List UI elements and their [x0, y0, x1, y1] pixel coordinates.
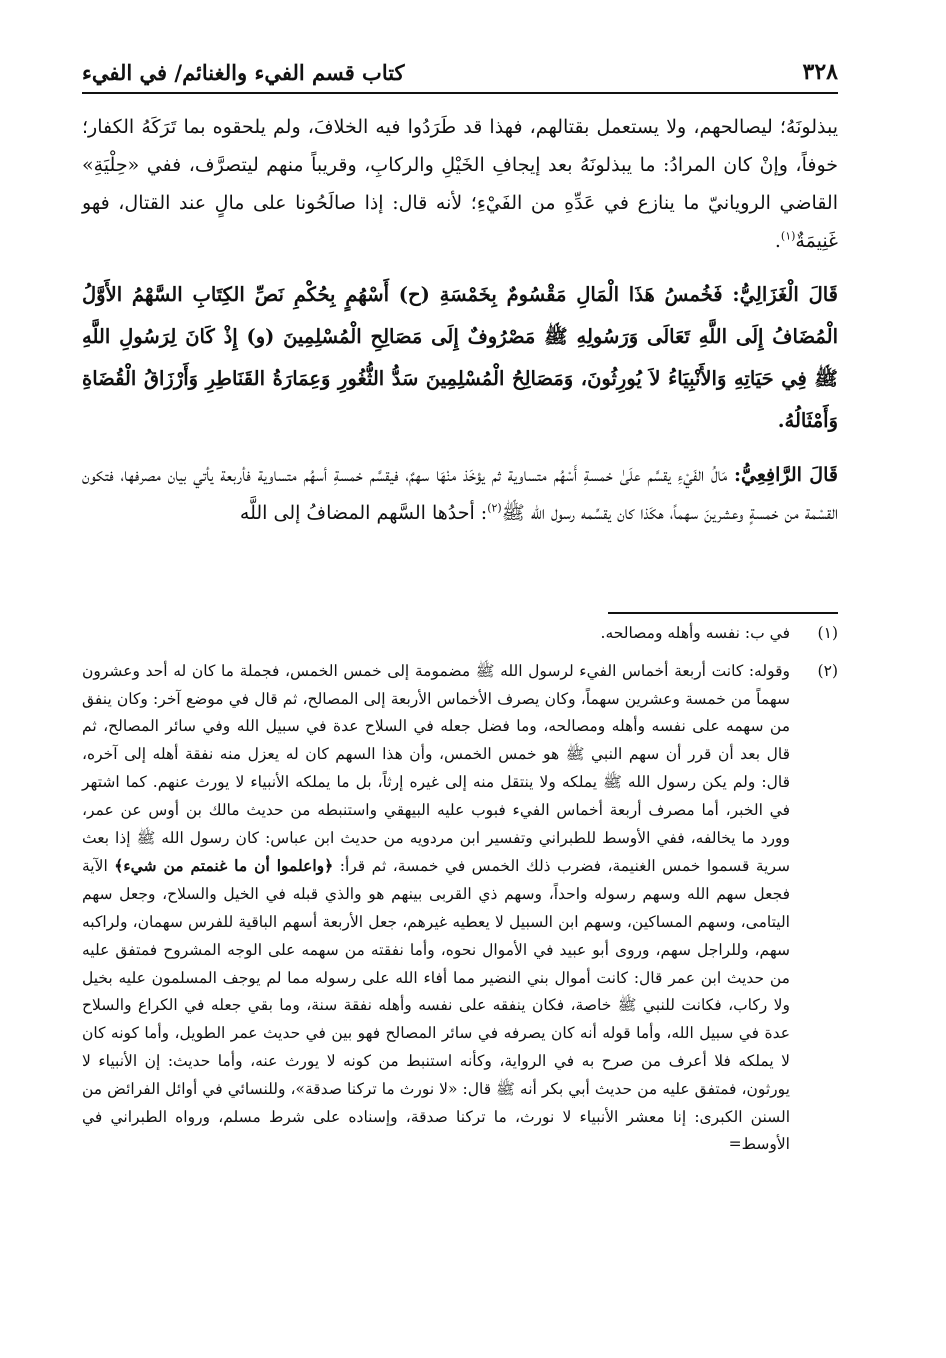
paragraph-1: يبذلونَهُ؛ ليصالحهم، ولا يستعمل بقتالهم، فهذا قد طَرَدُوا فيه الخلافَ، ولم يلحقوه بما تَرَكَهُ الكفار؛ خوفاً، وإنْ كان المرادُ: ما يبذلونَهُ بعد إيجافِ الخَيْلِ والركابِ، وقريباً منهم ليتصرَّف، ففي «حِلْيَةِ» القاضي الرويانيّ ما ينازع في عَدِّهِ من الفَيْءِ؛ لأنه قال: إذا صالَحُونا على مالٍ عند القتال، فهو غَنِيمَةٌ$^{(١)}$.	[82, 116, 838, 252]
running-title: كتاب قسم الفيء والغنائم/ في الفيء	[82, 59, 405, 85]
paragraph-1-text: يبذلونَهُ؛ ليصالحهم، ولا يستعمل بقتالهم، فهذا قد طَرَدُوا فيه الخلافَ، ولم يلحقوه بما تَرَكَهُ الكفار؛ خوفاً، وإنْ كان المرادُ: ما يبذلونَهُ بعد إيجافِ الخَيْلِ والركابِ، وقريباً منهم ليتصرَّف، ففي «حِلْيَةِ» القاضي الرويانيّ ما ينازع في عَدِّهِ من الفَيْءِ؛ لأنه قال: إذا صالَحُونا على مالٍ عند القتال، فهو غَنِيمَةٌ	[82, 116, 838, 252]
footnotes	[82, 620, 838, 1169]
rafii-text-end: : أحدُها السَّهم المضافُ إلى اللَّه	[239, 502, 488, 524]
footnote-1	[82, 620, 838, 648]
main-text	[82, 108, 838, 546]
ghazali-paragraph	[82, 274, 838, 442]
footnote-2	[82, 658, 838, 1159]
page-number: ٣٢٨	[802, 59, 838, 85]
rafii-lead: قَالَ الرَّافِعِيُّ:	[733, 464, 838, 486]
footnote-text-part-b: الآية فجعل سهم الله وسهم رسوله واحداً، وسهم ذي القربى بينهم هو والذي قبله في الخيل والسلاح، وجعل سهم اليتامى، وسهم المساكين، وسهم ابن السبيل لا يعطيه غيرهم، جعل الأربعة أسهم الباقية للفرس سهمان، ولراكبه سهم، وللراجل سهم، وروى أبو عبيد في الأموال نحوه، وأما نفقته من سهمه على الوجه المشروح فمتفق عليه من حديث ابن عمر قال: كانت أموال بني النضير مما أفاء الله على رسوله مما لم يوجف المسلمون عليه بخيل ولا ركاب، فكانت للنبي ﷺ خاصة، فكان ينفقه على نفسه وأهله نفقة سنة، وما بقي جعله في الكراع والسلاح عدة في سبيل الله، وأما قوله أنه كان يصرفه في سائر المصالح فهو بين في حديث عمر الطويل، وأما كونه كان لا يملكه فلا أعرف من صرح به في الرواية، وكأنه استنبط من كونه لا يورث عنه، وأما حديث: إن الأنبياء لا يورثون، فمتفق عليه من حديث أبي بكر أنه ﷺ قال: «لا نورث ما تركنا صدقة»، وللنسائي في أوائل الفرائض من السنن الكبرى: إنا معشر الأنبياء لا نورث، ما تركنا صدقة، وإسناده على شرط مسلم، ورواه الطبراني في الأوسط=	[82, 857, 790, 1154]
footnote-separator	[608, 612, 838, 614]
rafii-paragraph	[82, 456, 838, 532]
quran-quote: ﴿واعلموا أن ما غنمتم من شيء﴾	[114, 856, 334, 876]
footnote-number: (١)	[817, 624, 838, 642]
ghazali-text: فَخُمسُ هَذَا الْمَالِ مَقْسُومٌ بِخَمْسَةِ (ح) أَسْهُمٍ بِحُكْمِ نَصِّ الكِتَابِ السَّهْمُ الأَوَّلُ الْمُضَافُ إِلَى اللَّهِ تَعَالَى وَرَسُولِهِ ﷺ مَصْرُوفٌ إِلَى مَصَالِحِ الْمُسْلِمِينَ (و) إِذْ كَانَ لِرَسُولِ اللَّهِ ﷺ فِي حَيَاتِهِ وَالأَنْبِيَاءُ لاَ يُورِثُونَ، وَمَصَالِحُ الْمُسْلِمِينَ سَدُّ الثُّغُورِ وَعِمَارَةُ القَنَاطِرِ وَأَرْزَاقُ الْقُضَاةِ وَأَمْثَالُهُ.	[82, 283, 838, 432]
rafii-text: مَالُ الفَيْءِ يقسَّم علَىٰ خمسةِ أَسْهُم متساوية ثم يؤخَذ منْهَا سهمٌ، فيقسَّم خمسةِ أسهُم متساوية فأربعة يأتي بيان مصرفها، فتكون القسْمة من خمسةٍ وعشرينَ سهماً، هكَذا كان يقسِّمه رسول الله ﷺ	[82, 464, 838, 524]
ghazali-lead: قَالَ الْغَزَالِيُّ:	[732, 283, 838, 306]
running-header	[82, 52, 838, 94]
footnote-number: (٢)	[817, 661, 838, 680]
footnote-ref-1: (١)	[780, 229, 796, 243]
footnote-text: في ب: نفسه وأهله ومصالحه.	[600, 624, 790, 642]
footnote-text-part-a: وقوله: كانت أربعة أخماس الفيء لرسول الله ﷺ مضمومة إلى خمس الخمس، فجملة ما كان له أحد وعشرون سهماً من خمسة وعشرين سهماً، وكان يصرف الأخماس الأربعة إلى المصالح، ثم قال في موضع آخر: وكان ينفق من سهمه على نفسه وأهله ومصالحه، وما فضل جعله في السلاح عدة في سبيل الله وفي سائر المصالح، ثم قال بعد أن قرر أن سهم النبي ﷺ هو خمس الخمس، وأن هذا السهم كان له يعزل منه نفقة أهله إلى آخره، قال: ولم يكن رسول الله ﷺ يملكه ولا ينتقل منه إلى غيره إرثاً، بل ما يملكه الأنبياء لا يورث عنهم. كما اشتهر في الخبر، أما مصرف أربعة أخماس الفيء فبوب عليه البيهقي واستنبطه من حديث مالك بن أوس عن عمر، وورد ما يخالفه، ففي الأوسط للطبراني وتفسير ابن مردويه من حديث ابن عباس: كان رسول الله ﷺ إذا بعث سرية قسموا خمس الغنيمة، فضرب ذلك الخمس في خمسة، ثم قرأ:	[82, 661, 790, 876]
footnote-text	[82, 658, 790, 1159]
footnote-ref-2: (٢)	[487, 501, 502, 515]
